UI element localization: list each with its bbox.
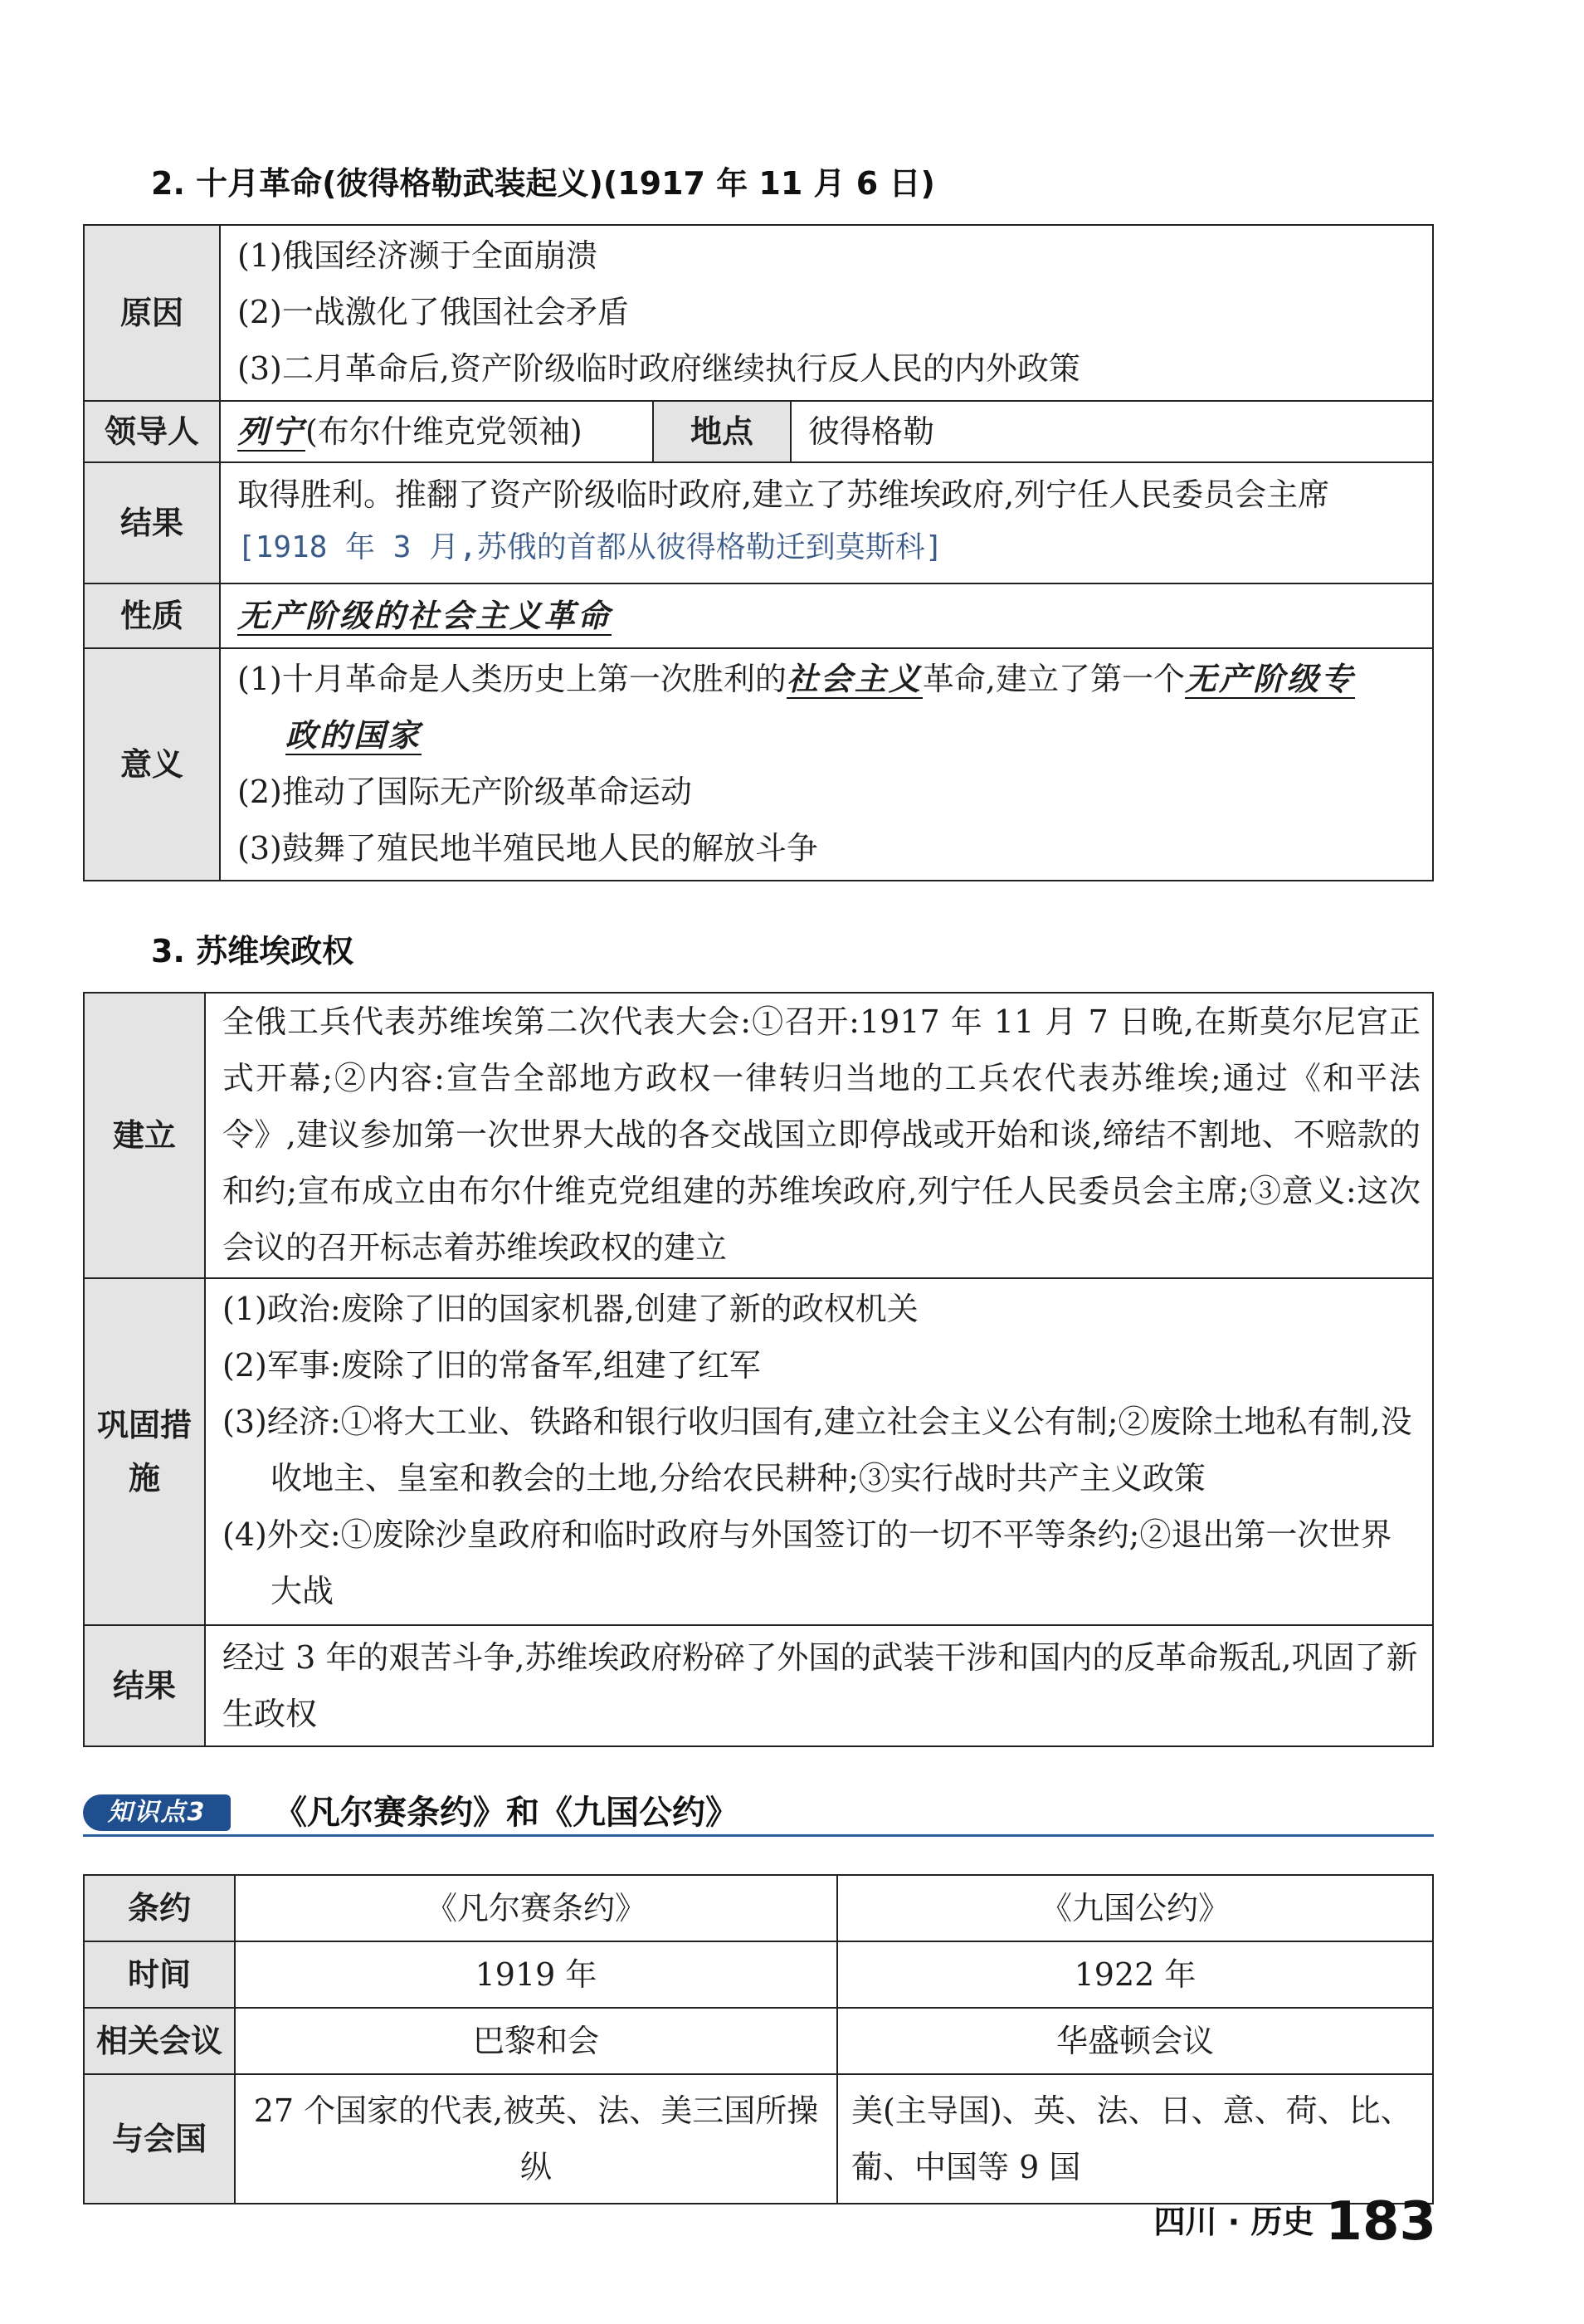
nine-power-cell: 华盛顿会议	[837, 2008, 1433, 2074]
significance-item-1-cont	[237, 707, 1416, 764]
significance-item-3: (3)鼓舞了殖民地半殖民地人民的解放斗争	[237, 830, 818, 867]
sig1-text: (1)十月革命是人类历史上第一次胜利的	[237, 661, 787, 697]
knowledge-point-badge: 知识点3	[83, 1794, 231, 1831]
soviet-regime-table	[83, 992, 1434, 1747]
section-2-title: 2. 十月革命(彼得格勒武装起义)(1917 年 11 月 6 日)	[151, 165, 935, 202]
consolidate-item: (2)军事:废除了旧的常备军,组建了红军	[222, 1347, 761, 1384]
sig1-text-mid: 革命,建立了第一个	[922, 661, 1185, 697]
establish-label: 建立	[84, 993, 205, 1278]
subject-label: 四川 · 历史	[1153, 2204, 1314, 2240]
sig1-handwritten-3: 政的国家	[285, 716, 422, 754]
consolidate-row	[84, 1278, 1433, 1625]
table-row	[84, 2074, 1433, 2204]
versailles-cell: 《凡尔赛条约》	[235, 1875, 837, 1941]
outcome-row	[84, 1625, 1433, 1746]
establish-text: 全俄工兵代表苏维埃第二次代表大会:①召开:1917 年 11 月 7 日晚,在斯莫尔尼宫正式开幕;②内容:宣告全部地方政权一律转归当地的工兵农代表苏维埃;通过《和平法令》,建议参加第一次世界大战的各交战国立即停战或开始和谈,缔结不割地、不赔款的和约;宣布成立由布尔什维克党组建的苏维埃政府,列宁任人民委员会主席;③意义:这次会议的召开标志着苏维埃政权的建立	[205, 993, 1433, 1278]
nine-power-cell: 1922 年	[837, 1941, 1433, 2008]
leader-row	[84, 401, 1433, 462]
cause-item: (3)二月革命后,资产阶级临时政府继续执行反人民的内外政策	[237, 350, 1080, 387]
consolidate-label: 巩固措施	[84, 1278, 205, 1625]
page-footer	[1154, 2191, 1437, 2253]
knowledge-point-header	[83, 1791, 1434, 1837]
knowledge-point-title: 《凡尔赛条约》和《九国公约》	[274, 1794, 738, 1832]
result-note: [1918 年 3 月,苏俄的首都从彼得格勒迁到莫斯科]	[237, 530, 943, 564]
table-row	[84, 2008, 1433, 2074]
treaties-table	[83, 1874, 1434, 2204]
place-label: 地点	[653, 401, 791, 462]
sig1-handwritten-2: 无产阶级专	[1184, 660, 1355, 697]
consolidate-cell	[205, 1278, 1433, 1625]
versailles-cell: 1919 年	[235, 1941, 837, 2008]
nature-cell	[220, 583, 1433, 648]
leader-note: (布尔什维克党领袖)	[305, 413, 582, 450]
nature-row	[84, 583, 1433, 648]
row-label: 与会国	[84, 2074, 235, 2204]
cause-item: (2)一战激化了俄国社会矛盾	[237, 294, 629, 330]
cause-label: 原因	[84, 225, 220, 401]
consolidate-item: (1)政治:废除了旧的国家机器,创建了新的政权机关	[222, 1291, 919, 1327]
establish-row	[84, 993, 1433, 1278]
significance-row	[84, 648, 1433, 881]
table-row	[84, 1941, 1433, 2008]
significance-cell	[220, 648, 1433, 881]
section-3-title: 3. 苏维埃政权	[151, 933, 354, 969]
leader-label: 领导人	[84, 401, 220, 462]
table-row	[84, 1875, 1433, 1941]
result-cell	[220, 462, 1433, 583]
significance-item-2: (2)推动了国际无产阶级革命运动	[237, 774, 692, 810]
leader-name: 列宁	[237, 413, 306, 450]
row-label: 相关会议	[84, 2008, 235, 2074]
nine-power-cell: 美(主导国)、英、法、日、意、荷、比、葡、中国等 9 国	[837, 2074, 1433, 2204]
nature-value: 无产阶级的社会主义革命	[237, 597, 612, 634]
significance-label: 意义	[84, 648, 220, 881]
consolidate-item: (4)外交:①废除沙皇政府和临时政府与外国签订的一切不平等条约;②退出第一次世界大战	[222, 1516, 1392, 1609]
versailles-cell: 巴黎和会	[235, 2008, 837, 2074]
versailles-cell: 27 个国家的代表,被英、法、美三国所操纵	[235, 2074, 837, 2204]
result-label: 结果	[84, 462, 220, 583]
cause-item: (1)俄国经济濒于全面崩溃	[237, 237, 597, 274]
nine-power-cell: 《九国公约》	[837, 1875, 1433, 1941]
leader-cell	[220, 401, 653, 462]
row-label: 时间	[84, 1941, 235, 2008]
result-row	[84, 462, 1433, 583]
place-value: 彼得格勒	[791, 401, 1433, 462]
result-text: 取得胜利。推翻了资产阶级临时政府,建立了苏维埃政府,列宁任人民委员会主席	[237, 476, 1330, 513]
significance-item-1	[237, 651, 1416, 707]
consolidate-item: (3)经济:①将大工业、铁路和银行收归国有,建立社会主义公有制;②废除土地私有制,没收地主、皇室和教会的土地,分给农民耕种;③实行战时共产主义政策	[222, 1404, 1412, 1496]
outcome-text: 经过 3 年的艰苦斗争,苏维埃政府粉碎了外国的武装干涉和国内的反革命叛乱,巩固了新生政权	[205, 1625, 1433, 1746]
cause-cell	[220, 225, 1433, 401]
sig1-handwritten-1: 社会主义	[786, 660, 923, 697]
page-number: 183	[1325, 2191, 1436, 2253]
nature-label: 性质	[84, 583, 220, 648]
october-revolution-table	[83, 224, 1434, 881]
row-label: 条约	[84, 1875, 235, 1941]
cause-row	[84, 225, 1433, 401]
outcome-label: 结果	[84, 1625, 205, 1746]
